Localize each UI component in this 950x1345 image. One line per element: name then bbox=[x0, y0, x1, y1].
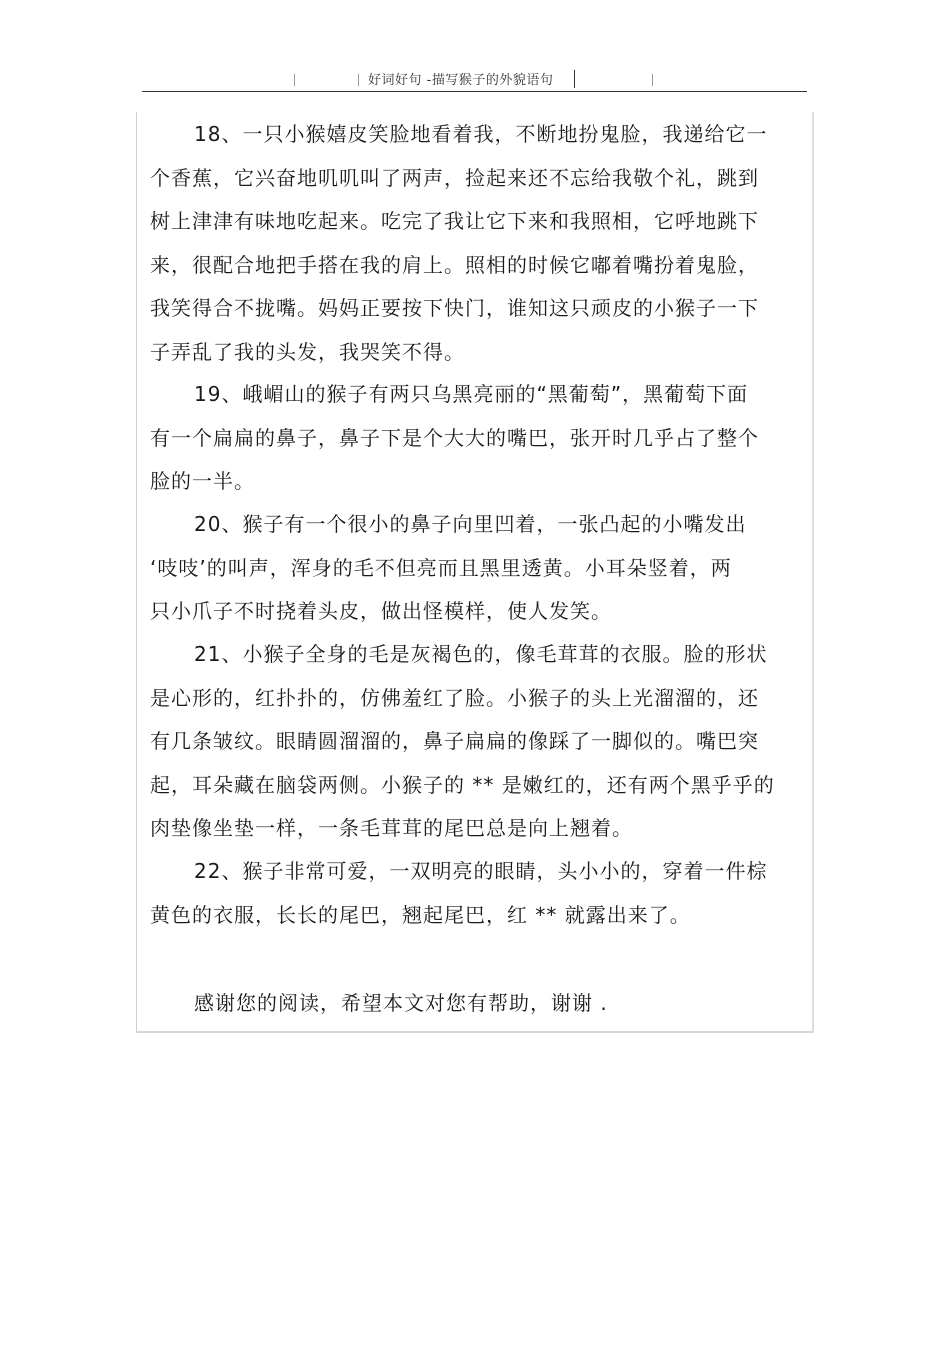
header-right-tick-2 bbox=[652, 74, 653, 86]
paragraph-line: 我笑得合不拢嘴。妈妈正要按下快门，谁知这只顽皮的小猴子一下 bbox=[150, 296, 759, 320]
header-right-tick bbox=[574, 70, 575, 88]
paragraph-line: 19、峨嵋山的猴子有两只乌黑亮丽的“黑葡萄”，黑葡萄下面 bbox=[194, 382, 749, 406]
paragraph-line: 有几条皱纹。眼睛圆溜溜的，鼻子扁扁的像踩了一脚似的。嘴巴突 bbox=[150, 729, 759, 753]
paragraph-line: 有一个扁扁的鼻子，鼻子下是个大大的嘴巴，张开时几乎占了整个 bbox=[150, 425, 759, 450]
paragraph-line: 是心形的，红扑扑的，仿佛羞红了脸。小猴子的头上光溜溜的，还 bbox=[150, 685, 759, 710]
header-left-tick-2 bbox=[358, 74, 359, 86]
paragraph-19 bbox=[150, 373, 790, 504]
header-left-tick bbox=[294, 74, 295, 86]
page-header bbox=[0, 66, 950, 92]
paragraph-line: 树上津津有味地吃起来。吃完了我让它下来和我照相，它呼地跳下 bbox=[150, 209, 759, 233]
header-rule bbox=[142, 91, 807, 92]
paragraph-line: 只小爪子不时挠着头皮，做出怪模样，使人发笑。 bbox=[150, 599, 612, 623]
closing-note: 感谢您的阅读，希望本文对您有帮助，谢谢 . bbox=[194, 991, 608, 1015]
paragraph-18 bbox=[150, 113, 790, 374]
paragraph-line: ‘吱吱’的叫声，浑身的毛不但亮而且黑里透黄。小耳朵竖着，两 bbox=[150, 555, 732, 580]
paragraph-line: 来，很配合地把手搭在我的肩上。照相的时候它嘟着嘴扮着鬼脸， bbox=[150, 252, 759, 277]
paragraph-line: 22、猴子非常可爱，一双明亮的眼睛，头小小的，穿着一件棕 bbox=[194, 859, 768, 883]
paragraph-line: 脸的一半。 bbox=[150, 469, 255, 493]
header-title: 好词好句 -描写猴子的外貌语句 bbox=[368, 73, 554, 88]
paragraph-line: 18、一只小猴嬉皮笑脸地看着我，不断地扮鬼脸，我递给它一 bbox=[194, 122, 768, 146]
paragraph-line: 20、猴子有一个很小的鼻子向里凹着，一张凸起的小嘴发出 bbox=[194, 512, 747, 536]
paragraph-line: 起，耳朵藏在脑袋两侧。小猴子的 ** 是嫩红的，还有两个黑乎乎的 bbox=[150, 772, 775, 797]
paragraph-line: 黄色的衣服，长长的尾巴，翘起尾巴，红 ** 就露出来了。 bbox=[150, 902, 691, 927]
paragraph-line: 子弄乱了我的头发，我哭笑不得。 bbox=[150, 339, 465, 364]
paragraph-22 bbox=[150, 850, 790, 937]
paragraph-line: 肉垫像坐垫一样，一条毛茸茸的尾巴总是向上翘着。 bbox=[150, 816, 633, 840]
paragraph-line: 21、小猴子全身的毛是灰褐色的，像毛茸茸的衣服。脸的形状 bbox=[194, 642, 768, 666]
paragraph-line: 个香蕉，它兴奋地叽叽叫了两声，捡起来还不忘给我敬个礼，跳到 bbox=[150, 165, 759, 190]
paragraph-21 bbox=[150, 633, 790, 851]
paragraph-20 bbox=[150, 503, 790, 634]
